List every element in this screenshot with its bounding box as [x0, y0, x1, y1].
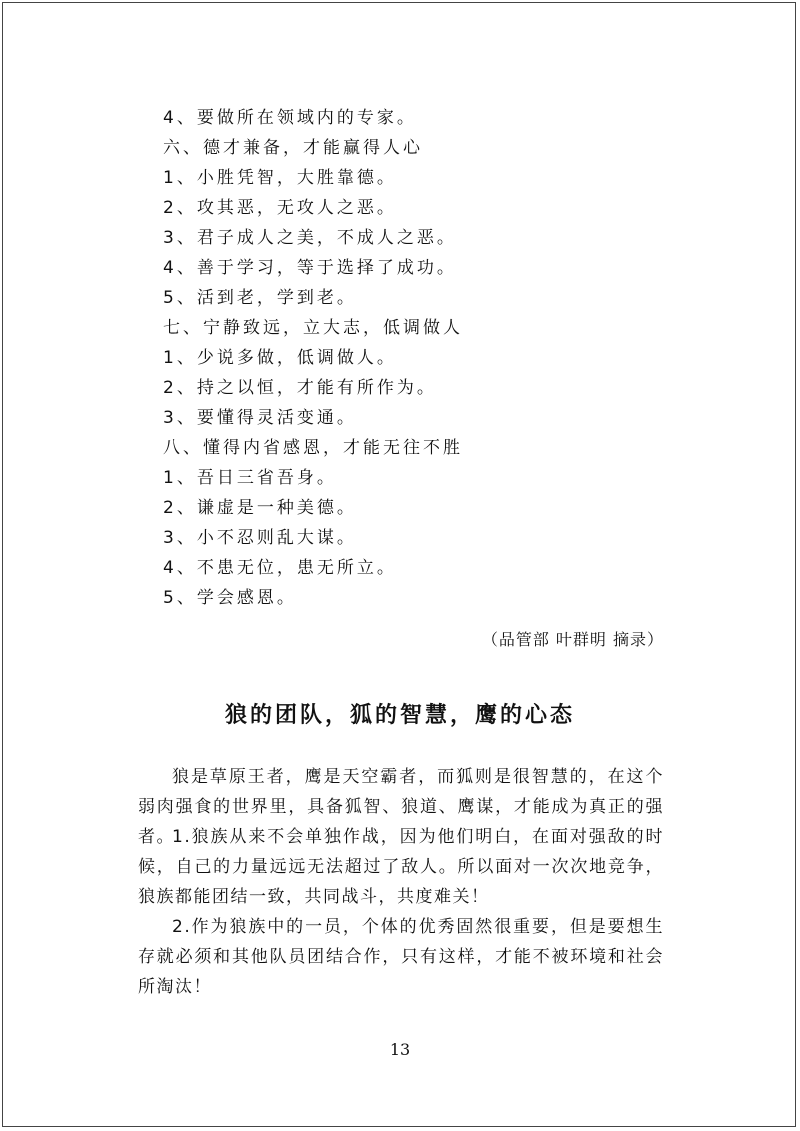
list-item: 1、少说多做，低调做人。 — [163, 348, 397, 368]
list-item: 3、君子成人之美，不成人之恶。 — [163, 228, 457, 248]
list-item: 2、持之以恒，才能有所作为。 — [163, 378, 437, 398]
list-item: 1、小胜凭智，大胜靠德。 — [163, 168, 397, 188]
list-item: 5、活到老，学到老。 — [163, 288, 357, 308]
list-item: 4、要做所在领域内的专家。 — [163, 108, 417, 128]
article-paragraph: 狼是草原王者，鹰是天空霸者，而狐则是很智慧的，在这个弱肉强食的世界里，具备狐智、狼道、鹰谋，才能成为真正的强者。 — [138, 767, 664, 847]
section-heading: 七、宁静致远，立大志，低调做人 — [163, 318, 463, 338]
article-title: 狼的团队，狐的智慧，鹰的心态 — [224, 703, 575, 728]
list-item: 2、攻其恶，无攻人之恶。 — [163, 198, 397, 218]
list-item: 5、学会感恩。 — [163, 588, 297, 608]
section-heading: 六、德才兼备，才能赢得人心 — [163, 138, 423, 158]
list-item: 2、谦虚是一种美德。 — [163, 498, 357, 518]
page-number: 13 — [389, 1040, 411, 1059]
article-paragraph: 2.作为狼族中的一员，个体的优秀固然很重要，但是要想生存就必须和其他队员团结合作，只有这样，才能不被环境和社会所淘汰！ — [138, 917, 664, 997]
list-item: 4、善于学习，等于选择了成功。 — [163, 258, 457, 278]
list-item: 4、不患无位，患无所立。 — [163, 558, 397, 578]
list-item: 3、要懂得灵活变通。 — [163, 408, 357, 428]
list-item: 3、小不忍则乱大谋。 — [163, 528, 357, 548]
section-heading: 八、懂得内省感恩，才能无往不胜 — [163, 438, 463, 458]
article-paragraph: 1.狼族从来不会单独作战，因为他们明白，在面对强敌的时候，自己的力量远远无法超过了敌人。所以面对一次次地竞争，狼族都能团结一致，共同战斗，共度难关！ — [138, 827, 664, 907]
list-item: 1、吾日三省吾身。 — [163, 468, 337, 488]
attribution: （品管部 叶群明 摘录） — [481, 630, 664, 649]
